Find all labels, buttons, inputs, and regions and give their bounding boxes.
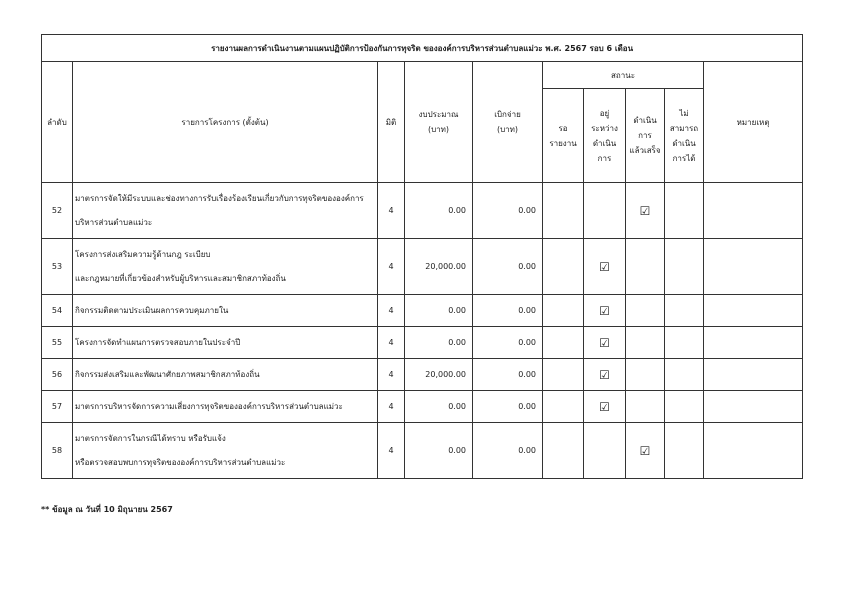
checkbox-checked-icon: ☑ (599, 335, 610, 350)
status-unable-cell (665, 295, 704, 327)
disbursed-cell: 0.00 (473, 239, 543, 295)
header-project: รายการโครงการ (ตั้งต้น) (73, 62, 378, 183)
status-done-cell (626, 391, 665, 423)
dimension-cell: 4 (378, 327, 405, 359)
remark-cell (704, 295, 803, 327)
project-name: มาตรการบริหารจัดการความเสี่ยงการทุจริตขององค์การบริหารส่วนตำบลแม่วะ (73, 391, 378, 423)
header-dimension: มิติ (378, 62, 405, 183)
status-unable-cell (665, 359, 704, 391)
row-number: 53 (42, 239, 73, 295)
disbursed-cell: 0.00 (473, 423, 543, 479)
status-in-progress-cell (584, 359, 626, 391)
status-waiting-cell (543, 391, 584, 423)
table-row (42, 295, 803, 327)
remark-cell (704, 327, 803, 359)
status-waiting-cell (543, 359, 584, 391)
dimension-cell: 4 (378, 295, 405, 327)
dimension-cell: 4 (378, 239, 405, 295)
header-budget: งบประมาณ (บาท) (405, 62, 473, 183)
table-row (42, 239, 803, 295)
header-status: สถานะ (543, 62, 704, 89)
remark-cell (704, 359, 803, 391)
row-number: 55 (42, 327, 73, 359)
dimension-cell: 4 (378, 183, 405, 239)
budget-cell: 0.00 (405, 327, 473, 359)
row-number: 54 (42, 295, 73, 327)
project-name: โครงการจัดทำแผนการตรวจสอบภายในประจำปี (73, 327, 378, 359)
remark-cell (704, 391, 803, 423)
header-disbursed: เบิกจ่าย (บาท) (473, 62, 543, 183)
header-status-in-progress: อยู่ ระหว่าง ดำเนิน การ (584, 89, 626, 183)
project-name: มาตรการจัดให้มีระบบและช่องทางการรับเรื่องร้องเรียนเกี่ยวกับการทุจริตขององค์การ บริหารส่วนตำบลแม่วะ (73, 183, 378, 239)
remark-cell (704, 239, 803, 295)
status-unable-cell (665, 239, 704, 295)
project-name: กิจกรรมส่งเสริมและพัฒนาศักยภาพสมาชิกสภาท้องถิ่น (73, 359, 378, 391)
header-no: ลำดับ (42, 62, 73, 183)
project-name: โครงการส่งเสริมความรู้ด้านกฎ ระเบียบ และกฎหมายที่เกี่ยวข้องสำหรับผู้บริหารและสมาชิกสภาท้องถิ่น (73, 239, 378, 295)
status-in-progress-cell (584, 239, 626, 295)
header-status-waiting: รอ รายงาน (543, 89, 584, 183)
status-unable-cell (665, 423, 704, 479)
table-row (42, 391, 803, 423)
disbursed-cell: 0.00 (473, 183, 543, 239)
checkbox-checked-icon: ☑ (639, 203, 651, 218)
status-done-cell (626, 183, 665, 239)
row-number: 57 (42, 391, 73, 423)
remark-cell (704, 183, 803, 239)
remark-cell (704, 423, 803, 479)
row-number: 56 (42, 359, 73, 391)
header-status-done: ดำเนิน การ แล้วเสร็จ (626, 89, 665, 183)
status-waiting-cell (543, 183, 584, 239)
budget-cell: 20,000.00 (405, 359, 473, 391)
checkbox-checked-icon: ☑ (599, 399, 610, 414)
status-waiting-cell (543, 239, 584, 295)
project-name: มาตรการจัดการในกรณีได้ทราบ หรือรับแจ้ง หรือตรวจสอบพบการทุจริตขององค์การบริหารส่วนตำบลแม่วะ (73, 423, 378, 479)
status-waiting-cell (543, 423, 584, 479)
status-in-progress-cell (584, 391, 626, 423)
status-waiting-cell (543, 327, 584, 359)
row-number: 52 (42, 183, 73, 239)
header-remark: หมายเหตุ (704, 62, 803, 183)
checkbox-checked-icon: ☑ (599, 259, 610, 274)
status-done-cell (626, 295, 665, 327)
status-in-progress-cell (584, 295, 626, 327)
dimension-cell: 4 (378, 423, 405, 479)
budget-cell: 0.00 (405, 391, 473, 423)
table-row (42, 423, 803, 479)
budget-cell: 0.00 (405, 295, 473, 327)
status-unable-cell (665, 183, 704, 239)
status-done-cell (626, 239, 665, 295)
disbursed-cell: 0.00 (473, 327, 543, 359)
footnote: ** ข้อมูล ณ วันที่ 10 มิถุนายน 2567 (41, 505, 173, 514)
status-in-progress-cell (584, 327, 626, 359)
table-row (42, 327, 803, 359)
dimension-cell: 4 (378, 359, 405, 391)
checkbox-checked-icon: ☑ (599, 367, 610, 382)
status-in-progress-cell (584, 183, 626, 239)
report-title: รายงานผลการดำเนินงานตามแผนปฏิบัติการป้องกันการทุจริต ขององค์การบริหารส่วนตำบลแม่วะ พ.ศ. 2567 รอบ 6 เดือน (42, 35, 803, 62)
table-row (42, 359, 803, 391)
budget-cell: 0.00 (405, 183, 473, 239)
table-row (42, 183, 803, 239)
checkbox-checked-icon: ☑ (639, 443, 651, 458)
report-table (41, 34, 803, 479)
disbursed-cell: 0.00 (473, 391, 543, 423)
project-name: กิจกรรมติดตามประเมินผลการควบคุมภายใน (73, 295, 378, 327)
row-number: 58 (42, 423, 73, 479)
checkbox-checked-icon: ☑ (599, 303, 610, 318)
status-unable-cell (665, 391, 704, 423)
header-status-unable: ไม่ สามารถ ดำเนิน การได้ (665, 89, 704, 183)
status-unable-cell (665, 327, 704, 359)
status-done-cell (626, 327, 665, 359)
status-done-cell (626, 359, 665, 391)
dimension-cell: 4 (378, 391, 405, 423)
status-waiting-cell (543, 295, 584, 327)
status-in-progress-cell (584, 423, 626, 479)
disbursed-cell: 0.00 (473, 359, 543, 391)
disbursed-cell: 0.00 (473, 295, 543, 327)
budget-cell: 20,000.00 (405, 239, 473, 295)
status-done-cell (626, 423, 665, 479)
budget-cell: 0.00 (405, 423, 473, 479)
